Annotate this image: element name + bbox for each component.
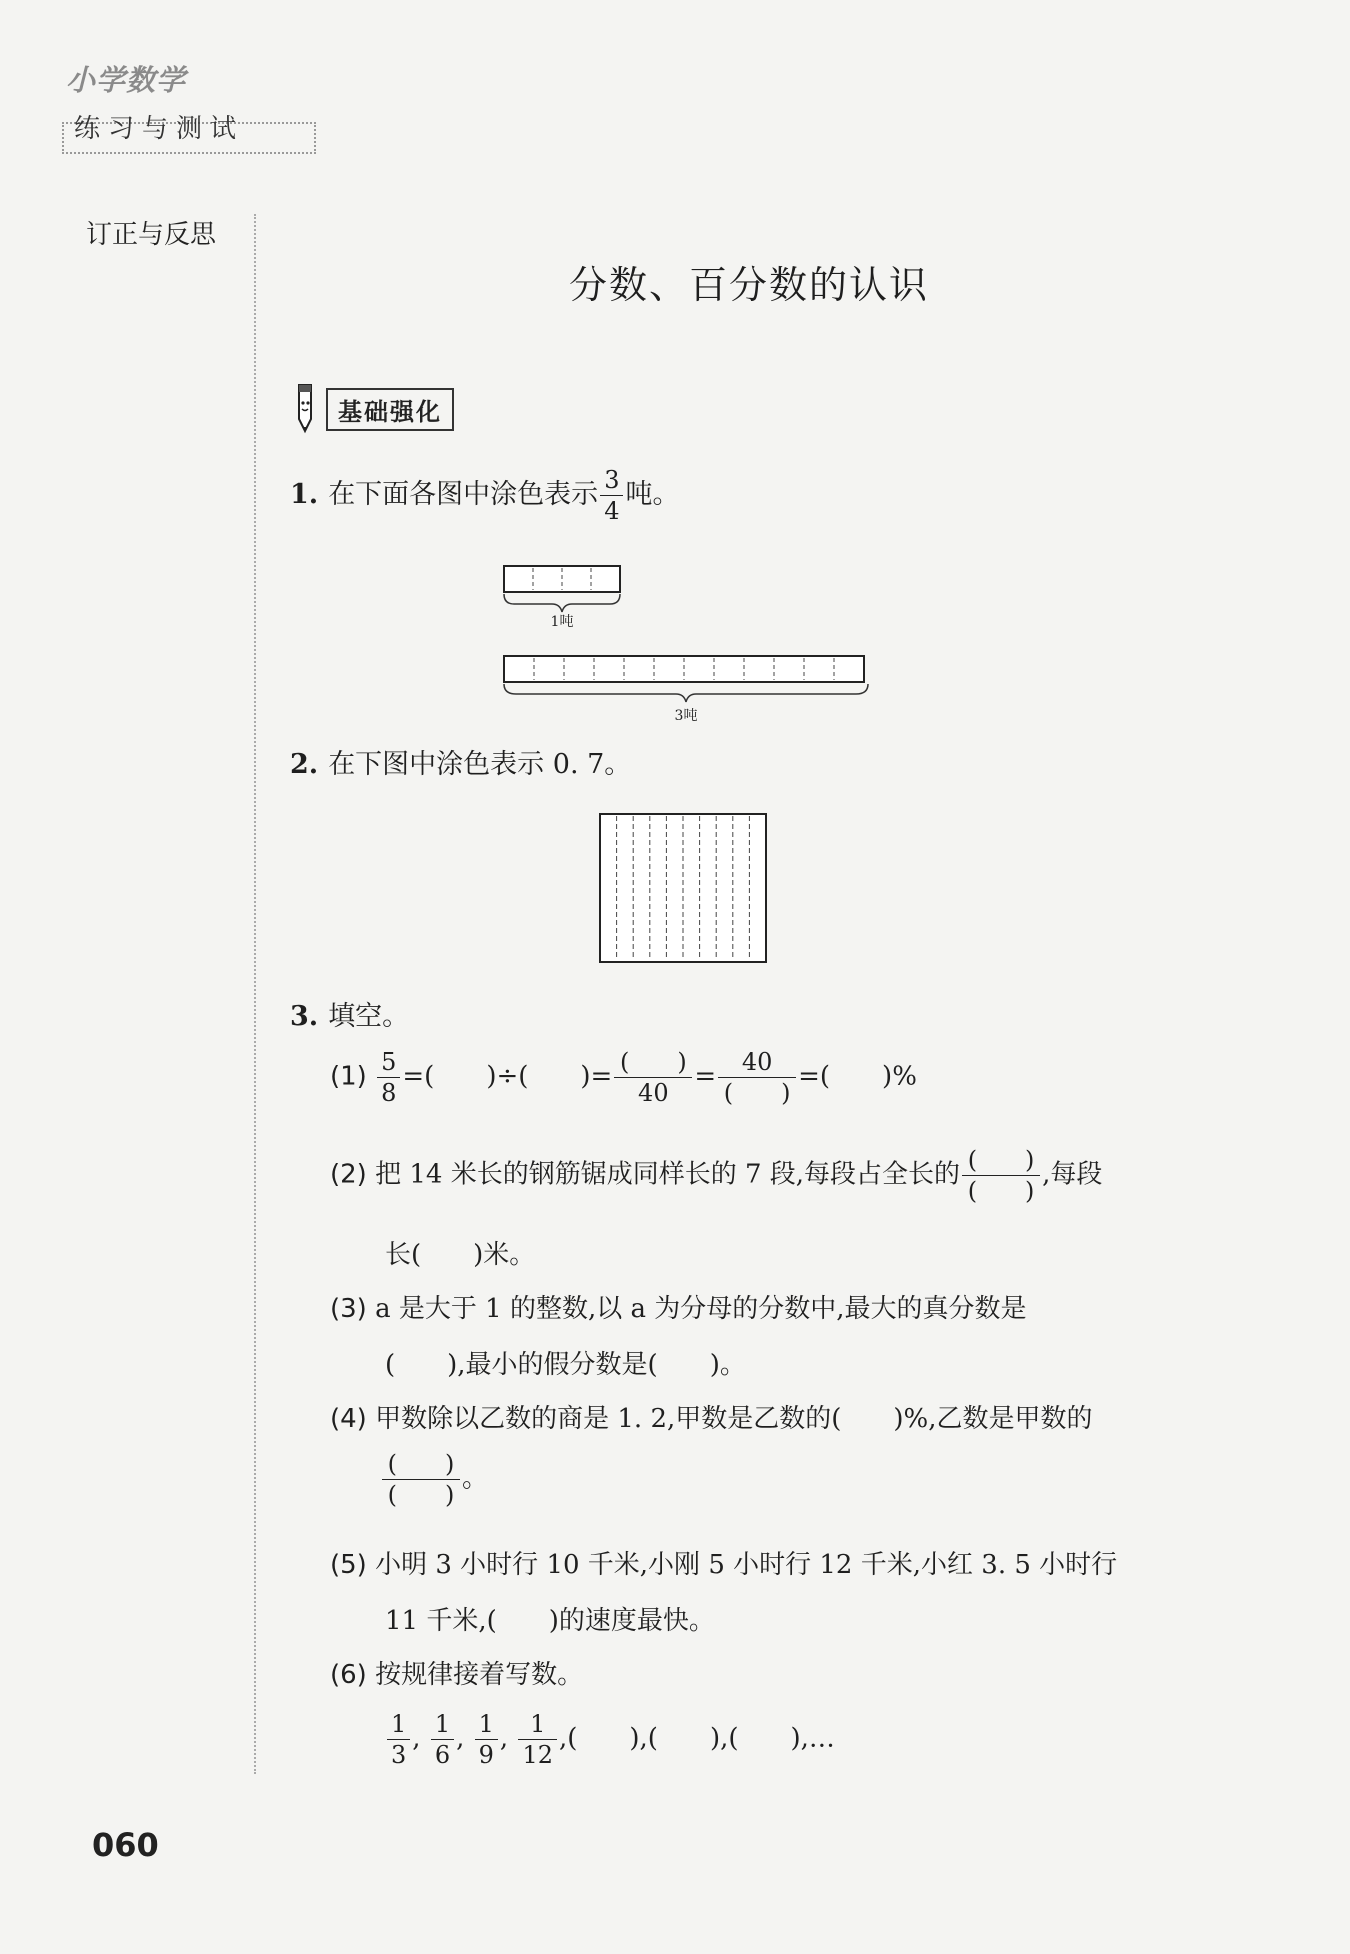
q3-part-3-line-2[interactable]: ( ),最小的假分数是( )。	[385, 1350, 746, 1380]
series-brand: 小学数学	[66, 63, 187, 97]
q3-part-1: (1) $\frac{5}{8}$ =( )÷( )= $\frac{( )}{40}$ = $\frac{40}{( )}$ =( )%	[330, 1048, 917, 1107]
fraction-numerator: 5	[377, 1050, 400, 1078]
question-text: 填空。	[328, 1001, 410, 1032]
fraction-denominator: 9	[478, 1741, 494, 1769]
expression[interactable]: =( )÷( )=	[402, 1061, 613, 1092]
q3-part-4-line-2	[380, 1452, 488, 1507]
q3-part-3	[330, 1288, 1027, 1325]
section-heading	[290, 386, 454, 432]
q1-diagram	[500, 560, 880, 730]
brace-1	[504, 594, 620, 612]
part-text: 小明 3 小时行 10 千米,小刚 5 小时行 12 千米,小红 3. 5 小时行	[375, 1550, 1118, 1580]
fraction-numerator: 1	[387, 1712, 410, 1740]
part-label: (5)	[330, 1550, 367, 1580]
q3-part-6-sequence: $\frac{1}{3}$ , $\frac{1}{6}$ , $\frac{1}{9}$ , $\frac{1}{12}$ ,( ),( ),( ),…	[385, 1712, 835, 1767]
q3-part-2-line-2[interactable]: 长( )米。	[385, 1240, 536, 1270]
fraction-denominator: 6	[434, 1741, 451, 1769]
fraction-denominator: 40	[638, 1079, 669, 1107]
q2-grid[interactable]	[598, 812, 770, 966]
page-title: 分数、百分数的认识	[568, 263, 929, 307]
question-number: 3.	[290, 1001, 319, 1032]
fraction-denominator: 8	[381, 1079, 397, 1107]
bar-1-label: 1吨	[550, 614, 574, 630]
fraction-numerator: 3	[600, 468, 623, 496]
fraction-numerator[interactable]: ( )	[614, 1050, 692, 1078]
fraction-denominator[interactable]: ( )	[967, 1177, 1035, 1205]
fraction-numerator[interactable]: ( )	[962, 1148, 1040, 1176]
fraction-numerator: 1	[518, 1712, 557, 1740]
fraction-denominator: 4	[604, 497, 620, 525]
margin-divider	[254, 214, 256, 1774]
sequence-fraction	[431, 1712, 454, 1767]
sequence-blanks[interactable]: ,( ),( ),( ),…	[558, 1723, 835, 1754]
bar-1-ton[interactable]	[504, 566, 620, 592]
bar-2-label: 3吨	[674, 708, 698, 724]
fraction	[600, 468, 623, 523]
fraction-numerator: 1	[431, 1712, 454, 1740]
fraction-denominator: 3	[391, 1741, 407, 1769]
question-number: 2.	[290, 749, 319, 780]
fraction-blank[interactable]	[382, 1452, 460, 1507]
q3-part-6	[330, 1654, 583, 1691]
fraction-blank-denominator[interactable]	[718, 1050, 796, 1105]
fraction-blank-numerator[interactable]	[614, 1050, 692, 1105]
brace-2	[504, 684, 868, 702]
part-text[interactable]: 甲数除以乙数的商是 1. 2,甲数是乙数的( )%,乙数是甲数的	[375, 1404, 1093, 1434]
expression-percent[interactable]: =( )%	[798, 1061, 917, 1092]
fraction	[377, 1050, 400, 1105]
fraction-numerator: 1	[475, 1712, 498, 1740]
question-2	[290, 742, 631, 781]
fraction-numerator: 40	[718, 1050, 796, 1078]
part-text-end: ,每段	[1042, 1159, 1103, 1190]
q3-part-4	[330, 1398, 1093, 1435]
part-text-end: 。	[462, 1463, 489, 1494]
part-label: (2)	[330, 1159, 367, 1190]
question-3	[290, 994, 409, 1033]
fraction-denominator: 12	[522, 1741, 553, 1769]
series-subtitle: 练习与测试	[74, 114, 245, 144]
part-label: (4)	[330, 1404, 367, 1434]
bar-3-ton[interactable]	[504, 656, 864, 682]
fraction-numerator[interactable]: ( )	[382, 1452, 460, 1480]
q3-part-2	[330, 1148, 1102, 1203]
question-text: 在下面各图中涂色表示	[328, 479, 599, 510]
q3-part-5-line-2[interactable]: 11 千米,( )的速度最快。	[385, 1606, 715, 1636]
page-number: 060	[92, 1826, 159, 1864]
part-label: (6)	[330, 1660, 367, 1690]
question-text: 在下图中涂色表示 0. 7。	[328, 749, 632, 780]
part-text: 把 14 米长的钢筋锯成同样长的 7 段,每段占全长的	[375, 1159, 961, 1190]
question-1	[290, 468, 679, 523]
sequence-fraction	[518, 1712, 557, 1767]
question-number: 1.	[290, 479, 319, 510]
fraction-blank[interactable]	[962, 1148, 1040, 1203]
part-text: 按规律接着写数。	[375, 1660, 584, 1690]
question-text-end: 吨。	[625, 479, 680, 510]
sequence-fraction	[475, 1712, 498, 1767]
part-text: a 是大于 1 的整数,以 a 为分母的分数中,最大的真分数是	[375, 1294, 1027, 1324]
part-label: (3)	[330, 1294, 367, 1324]
fraction-denominator[interactable]: ( )	[723, 1079, 791, 1107]
sequence-fraction	[387, 1712, 410, 1767]
correction-reflection-label: 订正与反思	[86, 220, 217, 250]
section-label: 基础强化	[326, 388, 454, 431]
part-label: (1)	[330, 1061, 367, 1092]
pencil-icon	[290, 383, 320, 435]
q3-part-5	[330, 1544, 1117, 1581]
fraction-denominator[interactable]: ( )	[387, 1481, 455, 1509]
